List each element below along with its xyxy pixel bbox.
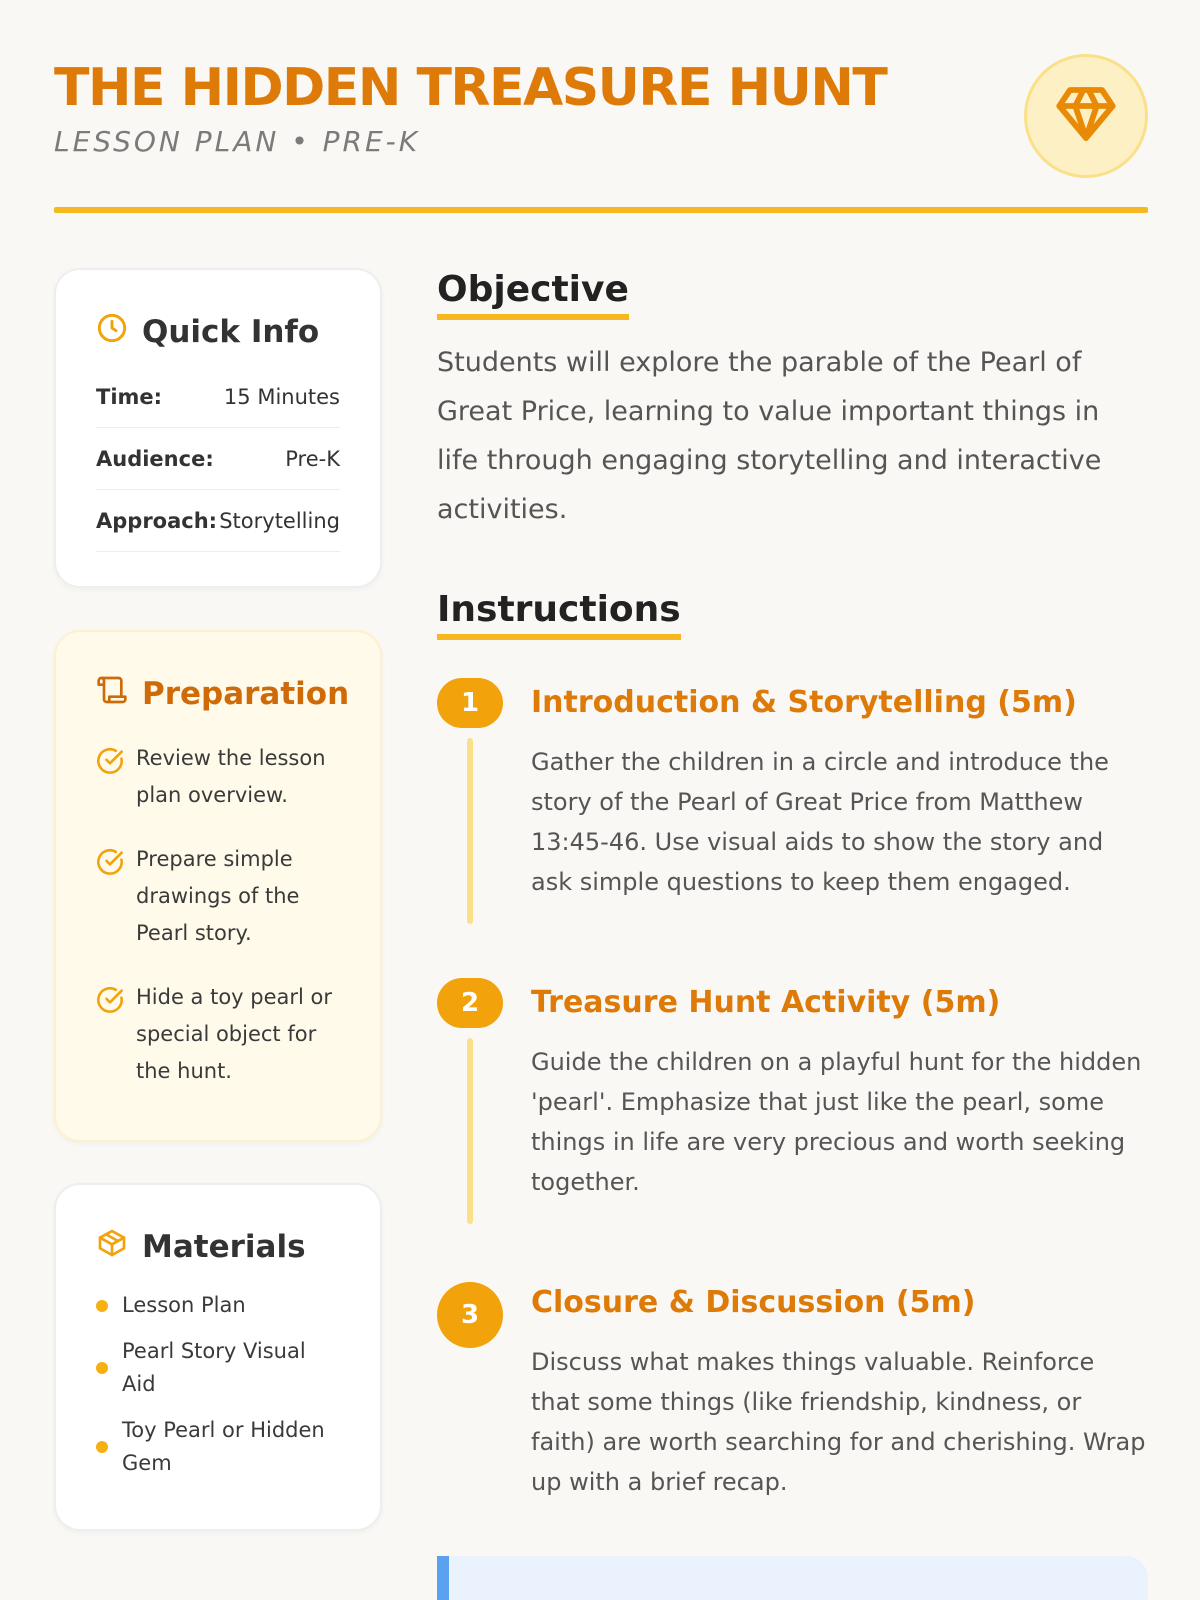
gem-badge	[1024, 54, 1148, 178]
material-item-text: Pearl Story Visual Aid	[122, 1339, 306, 1396]
step-number: 3	[437, 1282, 503, 1348]
step-title: Closure & Discussion (5m)	[531, 1285, 976, 1320]
step-connector	[467, 1038, 473, 1224]
scroll-icon	[96, 674, 128, 714]
page-subtitle: LESSON PLAN • PRE-K	[54, 125, 421, 158]
header-divider	[54, 207, 1148, 213]
prep-item	[96, 841, 340, 952]
step-3	[437, 1278, 1148, 1502]
materials-header	[96, 1227, 340, 1267]
info-label: Audience:	[96, 446, 214, 471]
quick-info-card	[54, 268, 382, 588]
prep-item-text: Review the lesson plan overview.	[136, 746, 326, 807]
step-1	[437, 678, 1148, 978]
materials-title: Materials	[142, 1229, 306, 1265]
bullet-dot	[96, 1300, 108, 1312]
info-row-approach	[96, 490, 340, 552]
instructions-heading: Instructions	[437, 588, 681, 640]
info-value: Storytelling	[219, 508, 340, 533]
step-body: Guide the children on a playful hunt for the hidden 'pearl'. Emphasize that just like the pearl, some things in life are very precious and worth seeking together.	[531, 1048, 1142, 1196]
objective-heading: Objective	[437, 268, 629, 320]
steps-list	[437, 678, 1148, 1502]
materials-card	[54, 1183, 382, 1531]
material-item-text: Lesson Plan	[122, 1293, 246, 1317]
preparation-header	[96, 674, 350, 714]
step-title: Treasure Hunt Activity (5m)	[531, 985, 1001, 1020]
step-number: 1	[437, 678, 503, 728]
box-icon	[96, 1227, 128, 1267]
quick-info-header	[96, 312, 340, 352]
material-item	[96, 1289, 340, 1322]
clock-icon	[96, 312, 128, 352]
step-number: 2	[437, 978, 503, 1028]
prep-item-text: Hide a toy pearl or special object for the hunt.	[136, 985, 333, 1083]
step-title: Introduction & Storytelling (5m)	[531, 685, 1077, 720]
material-item	[96, 1414, 340, 1480]
page-header	[54, 56, 1148, 216]
info-row-time	[96, 366, 340, 428]
page-title: THE HIDDEN TREASURE HUNT	[54, 58, 887, 118]
info-value: Pre-K	[285, 446, 340, 471]
preparation-title: Preparation	[142, 676, 350, 712]
step-body: Gather the children in a circle and introduce the story of the Pearl of Great Price from Matthew 13:45-46. Use visual aids to show the story and ask simple questions to keep them engaged.	[531, 748, 1109, 896]
info-callout	[437, 1556, 1148, 1600]
info-row-audience	[96, 428, 340, 490]
quick-info-title: Quick Info	[142, 314, 320, 350]
prep-item	[96, 979, 340, 1090]
prep-item-text: Prepare simple drawings of the Pearl story.	[136, 847, 300, 945]
gem-icon	[1054, 82, 1118, 150]
bullet-dot	[96, 1362, 108, 1374]
prep-item	[96, 740, 340, 814]
objective-text: Students will explore the parable of the Pearl of Great Price, learning to value important things in life through engaging storytelling and interactive activities.	[437, 347, 1102, 525]
step-connector	[467, 738, 473, 924]
step-body: Discuss what makes things valuable. Reinforce that some things (like friendship, kindness, or faith) are worth searching for and cherishing. Wrap up with a brief recap.	[531, 1348, 1146, 1496]
check-circle-icon	[96, 848, 124, 888]
info-value: 15 Minutes	[223, 384, 340, 409]
material-item	[96, 1335, 340, 1401]
check-circle-icon	[96, 986, 124, 1026]
material-item-text: Toy Pearl or Hidden Gem	[122, 1418, 325, 1475]
main-content	[437, 268, 1148, 1502]
info-label: Approach:	[96, 508, 218, 533]
info-label: Time:	[96, 384, 163, 409]
preparation-card	[54, 630, 382, 1142]
step-2	[437, 978, 1148, 1278]
bullet-dot	[96, 1441, 108, 1453]
check-circle-icon	[96, 747, 124, 787]
